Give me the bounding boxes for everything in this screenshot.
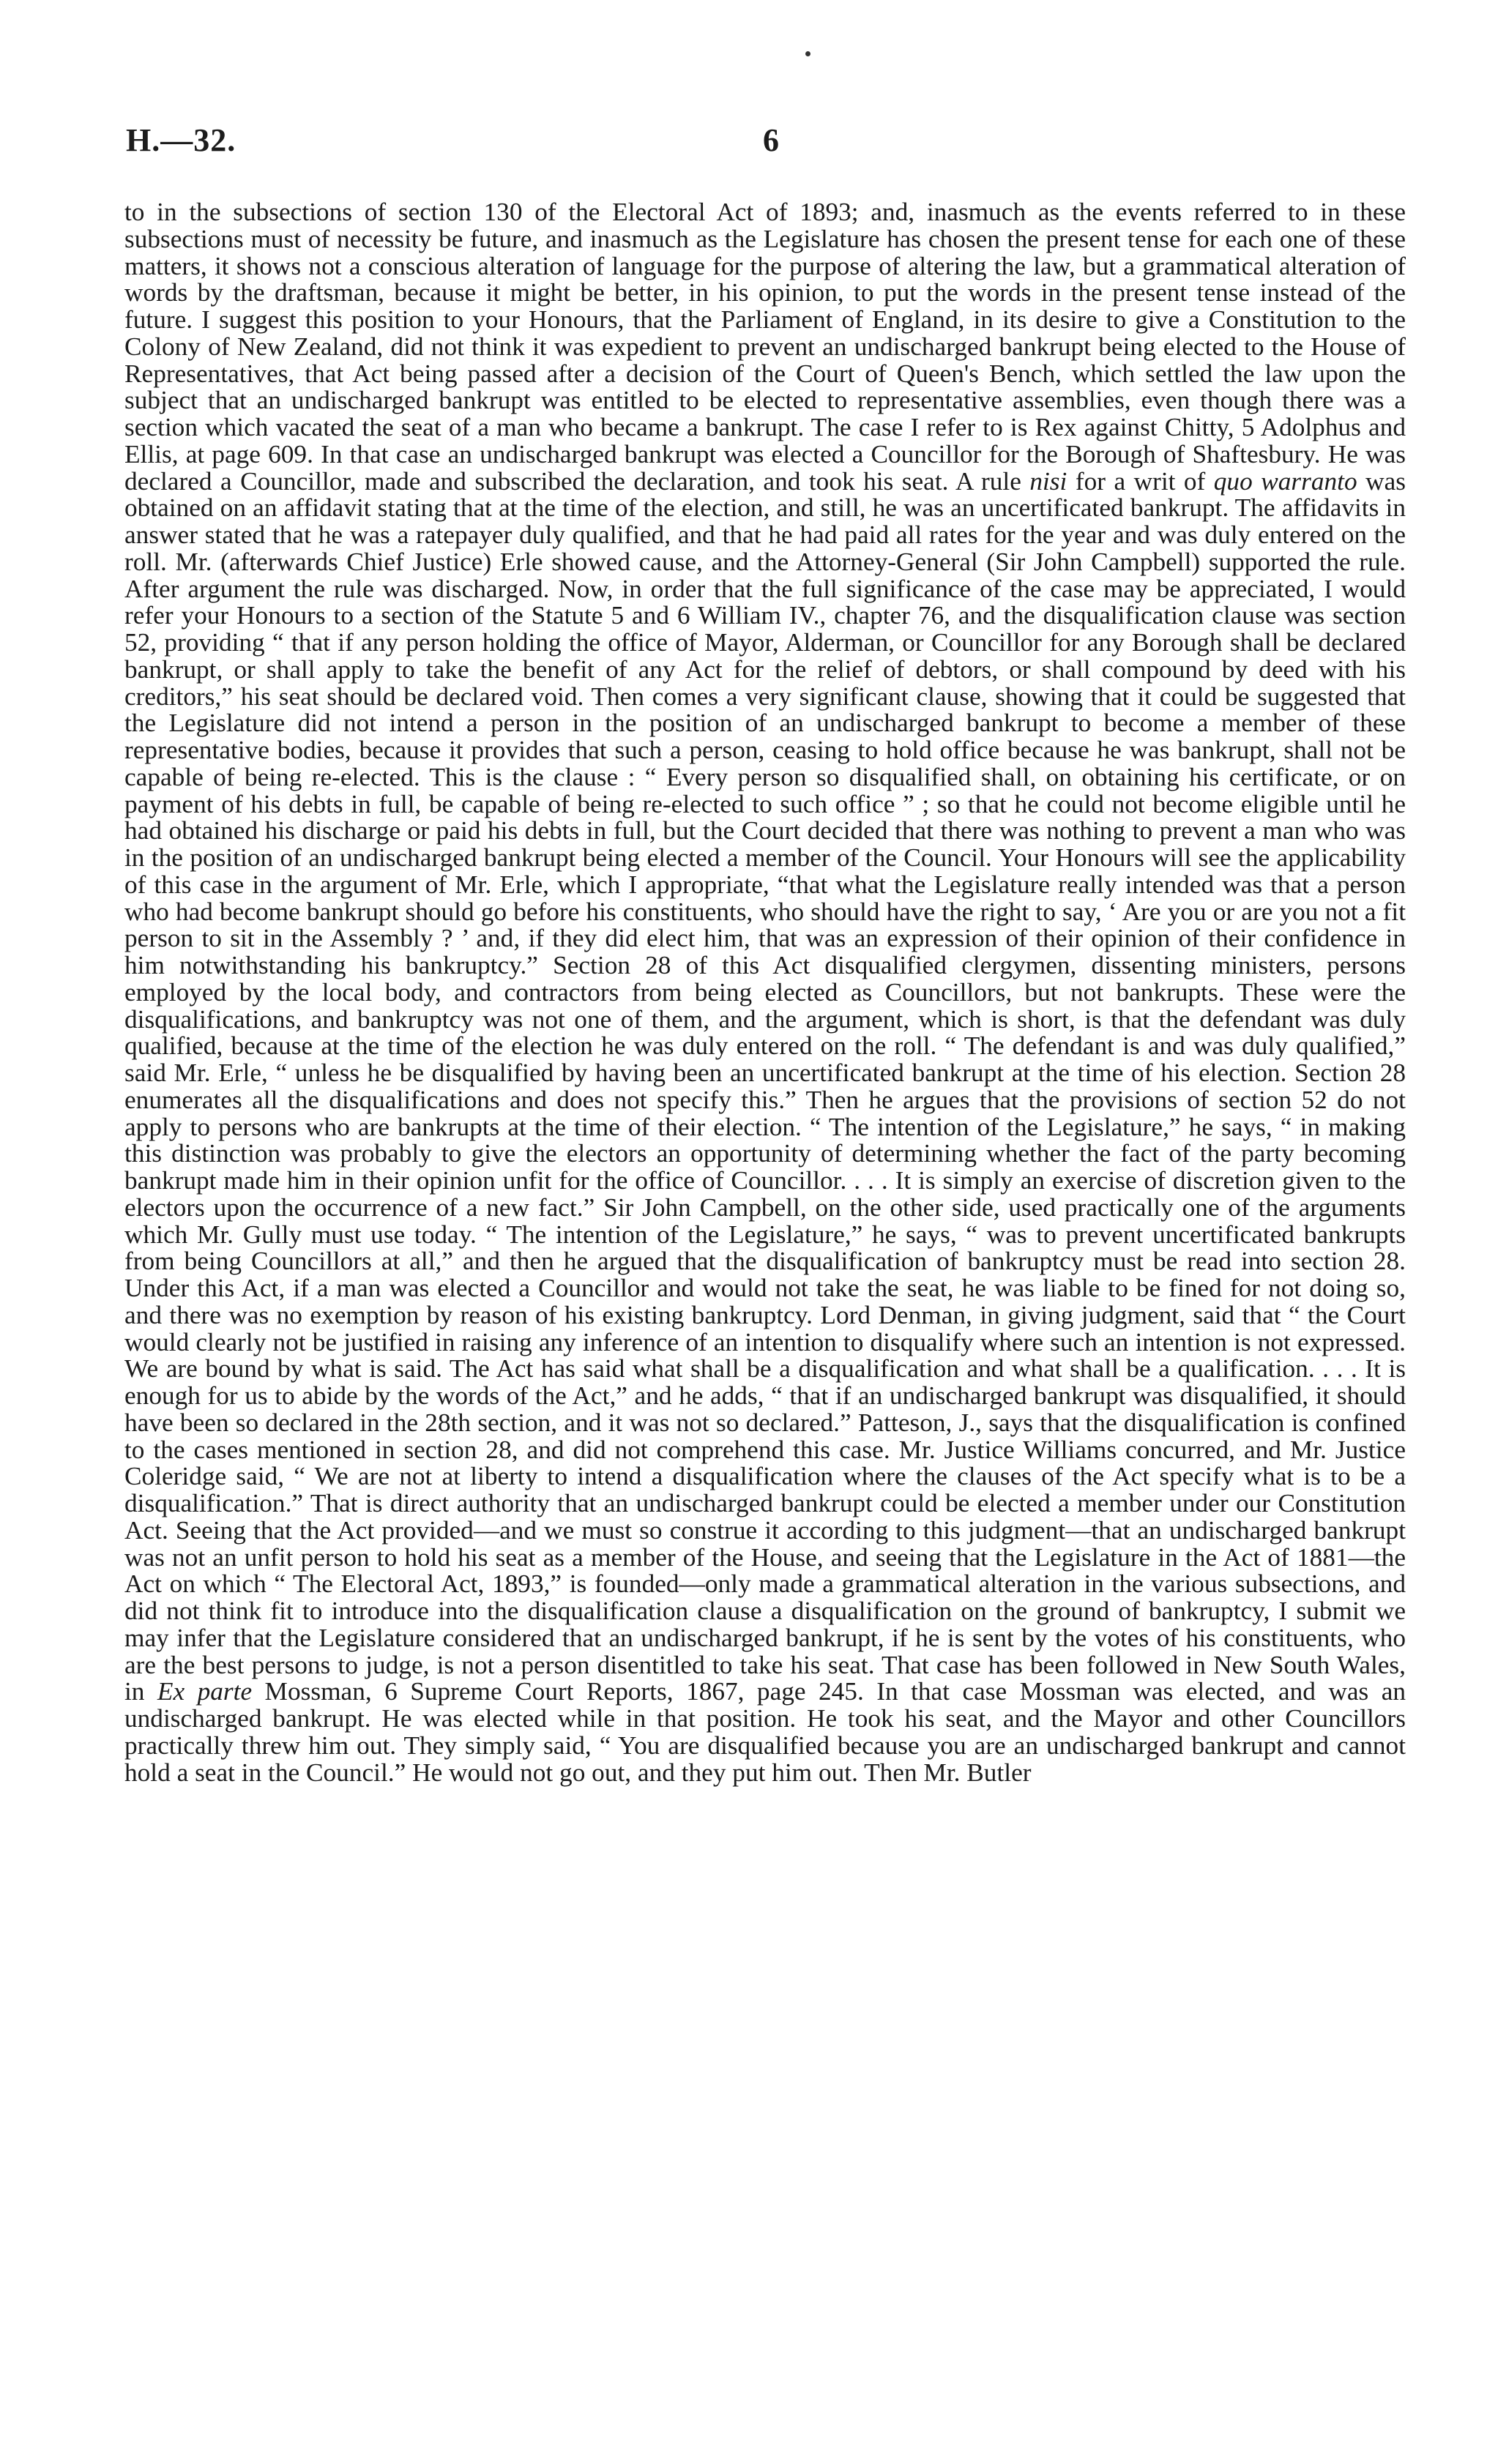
body-text — [124, 199, 1406, 1786]
text-run: Mossman, 6 Supreme Court Reports, 1867, page 245. In that case Mossman was elected, and was an undischarged bankrupt. He was elected while in that position. He took his seat, and the Mayor and other Councillors practically threw him out. They simply said, “ You are disqualified because you are an undischarged bankrupt and cannot hold a seat in the Council.” He would not go out, and they put him out. Then Mr. Butler — [124, 1677, 1406, 1787]
text-run: to in the subsections of section 130 of the Electoral Act of 1893; and, inasmuch as the events referred to in these subsections must of necessity be future, and inasmuch as the Legislature has chosen the present tense for each one of these matters, it shows not a conscious alteration of language for the purpose of altering the law, but a grammatical alteration of words by the draftsman, because it might be better, in his opinion, to put the words in the present tense instead of the future. I suggest this position to your Honours, that the Parliament of England, in its desire to give a Constitution to the Colony of New Zealand, did not think it was expedient to prevent an undischarged bankrupt being elected to the House of Representatives, that Act being passed after a decision of the Court of Queen's Bench, which settled the law upon the subject that an undischarged bankrupt was entitled to be elected to representative assemblies, even though there was a section which vacated the seat of a man who became a bankrupt. The case I refer to is Rex against Chitty, 5 Adolphus and Ellis, at page 609. In that case an undischarged bankrupt was elected a Councillor for the Borough of Shaftesbury. He was declared a Councillor, made and subscribed the declaration, and took his seat. A rule — [124, 198, 1406, 496]
ink-speck — [805, 51, 810, 56]
text-run: was obtained on an affidavit stating that at the time of the election, and still, he was an uncertificated bankrupt. The affidavits in answer stated that he was a ratepayer duly qualified, and that he had paid all rates for the year and was duly entered on the roll. Mr. (afterwards Chief Justice) Erle showed cause, and the Attorney-General (Sir John Campbell) supported the rule. After argument the rule was discharged. Now, in order that the full significance of the case may be appreciated, I would refer your Honours to a section of the Statute 5 and 6 William IV., chapter 76, and the disqualification clause was section 52, providing “ that if any person holding the office of Mayor, Alderman, or Councillor for any Borough shall be declared bankrupt, or shall apply to take the benefit of any Act for the relief of debtors, or shall compound by deed with his creditors,” his seat should be declared void. Then comes a very significant clause, showing that it could be suggested that the Legislature did not intend a person in the position of an undischarged bankrupt to become a member of these representative bodies, because it provides that such a person, ceasing to hold office because he was bankrupt, shall not be capable of being re-elected. This is the clause : “ Every person so disqualified shall, on obtaining his certificate, or on payment of his debts in full, be capable of being re-elected to such office ” ; so that he could not become eligible until he had obtained his discharge or paid his debts in full, but the Court decided that there was nothing to prevent a man who was in the position of an undischarged bankrupt being elected a member of the Council. Your Honours will see the applicability of this case in the argument of Mr. Erle, which I appropriate, “that what the Legislature really intended was that a person who had become bankrupt should go before his constituents, who should have the right to say, ‘ Are you or are you not a fit person to sit in the Assembly ? ’ and, if they did elect him, that was an expression of their opinion of their confidence in him notwithstanding his bankruptcy.” Section 28 of this Act disqualified clergymen, dissenting ministers, persons employed by the local body, and contractors from being elected as Councillors, but not bankrupts. These were the disqualifications, and bankruptcy was not one of them, and the argument, which is short, is that the defendant was duly qualified, because at the time of the election he was duly entered on the roll. “ The defendant is and was duly qualified,” said Mr. Erle, “ unless he be disqualified by having been an uncertificated bankrupt at the time of his election. Section 28 enumerates all the disqualifications and does not specify this.” Then he argues that the provisions of section 52 do not apply to persons who are bankrupts at the time of their election. “ The intention of the Legislature,” he says, “ in making this distinction was probably to give the electors an opportunity of determining whether the fact of the party becoming bankrupt made him in their opinion unfit for the office of Councillor. . . . It is simply an exercise of discretion given to the electors upon the occurrence of a new fact.” Sir John Campbell, on the other side, used practically one of the arguments which Mr. Gully must use today. “ The intention of the Legislature,” he says, “ was to prevent uncertificated bankrupts from being Councillors at all,” and then he argued that the disqualification of bankruptcy must be read into section 28. Under this Act, if a man was elected a Councillor and would not take the seat, he was liable to be fined for not doing so, and there was no exemption by reason of his existing bankruptcy. Lord Denman, in giving judgment, said that “ the Court would clearly not be justified in raising any inference of an intention to disqualify where such an intention is not expressed. We are bound by what is said. The Act has said what shall be a disqualification and what shall be a qualification. . . . It is enough for us to abide by the words of the Act,” and he adds, “ that if an undischarged bankrupt was disqualified, it should have been so declared in the 28th section, and it was not so declared.” Patteson, J., says that the disqualification is confined to the cases mentioned in section 28, and did not comprehend this case. Mr. Justice Williams concurred, and Mr. Justice Coleridge said, “ We are not at liberty to intend a disqualification where the clauses of the Act specify what is to be a disqualification.” That is direct authority that an undischarged bankrupt could be elected a member under our Constitution Act. Seeing that the Act provided—and we must so construe it according to this judgment—that an undischarged bankrupt was not an unfit person to hold his seat as a member of the House, and seeing that the Legislature in the Act of 1881—the Act on which “ The Electoral Act, 1893,” is founded—only made a grammatical alteration in the various subsections, and did not think fit to introduce into the disqualification clause a disqualification on the ground of bankruptcy, I submit we may infer that the Legislature considered that an undischarged bankrupt, if he is sent by the votes of his constituents, who are the best persons to judge, is not a person disentitled to take his seat. That case has been followed in New South Wales, in — [124, 466, 1406, 1706]
parliamentary-paper-code: H.—32. — [126, 122, 236, 158]
italic-term-nisi: nisi — [1029, 466, 1067, 496]
text-run: for a writ of — [1067, 466, 1214, 496]
paragraph — [124, 199, 1406, 1786]
italic-term-ex-parte: Ex parte — [157, 1677, 253, 1706]
page-header — [126, 122, 1356, 165]
page-number: 6 — [763, 122, 779, 158]
italic-term-quo-warranto: quo warranto — [1213, 466, 1357, 496]
